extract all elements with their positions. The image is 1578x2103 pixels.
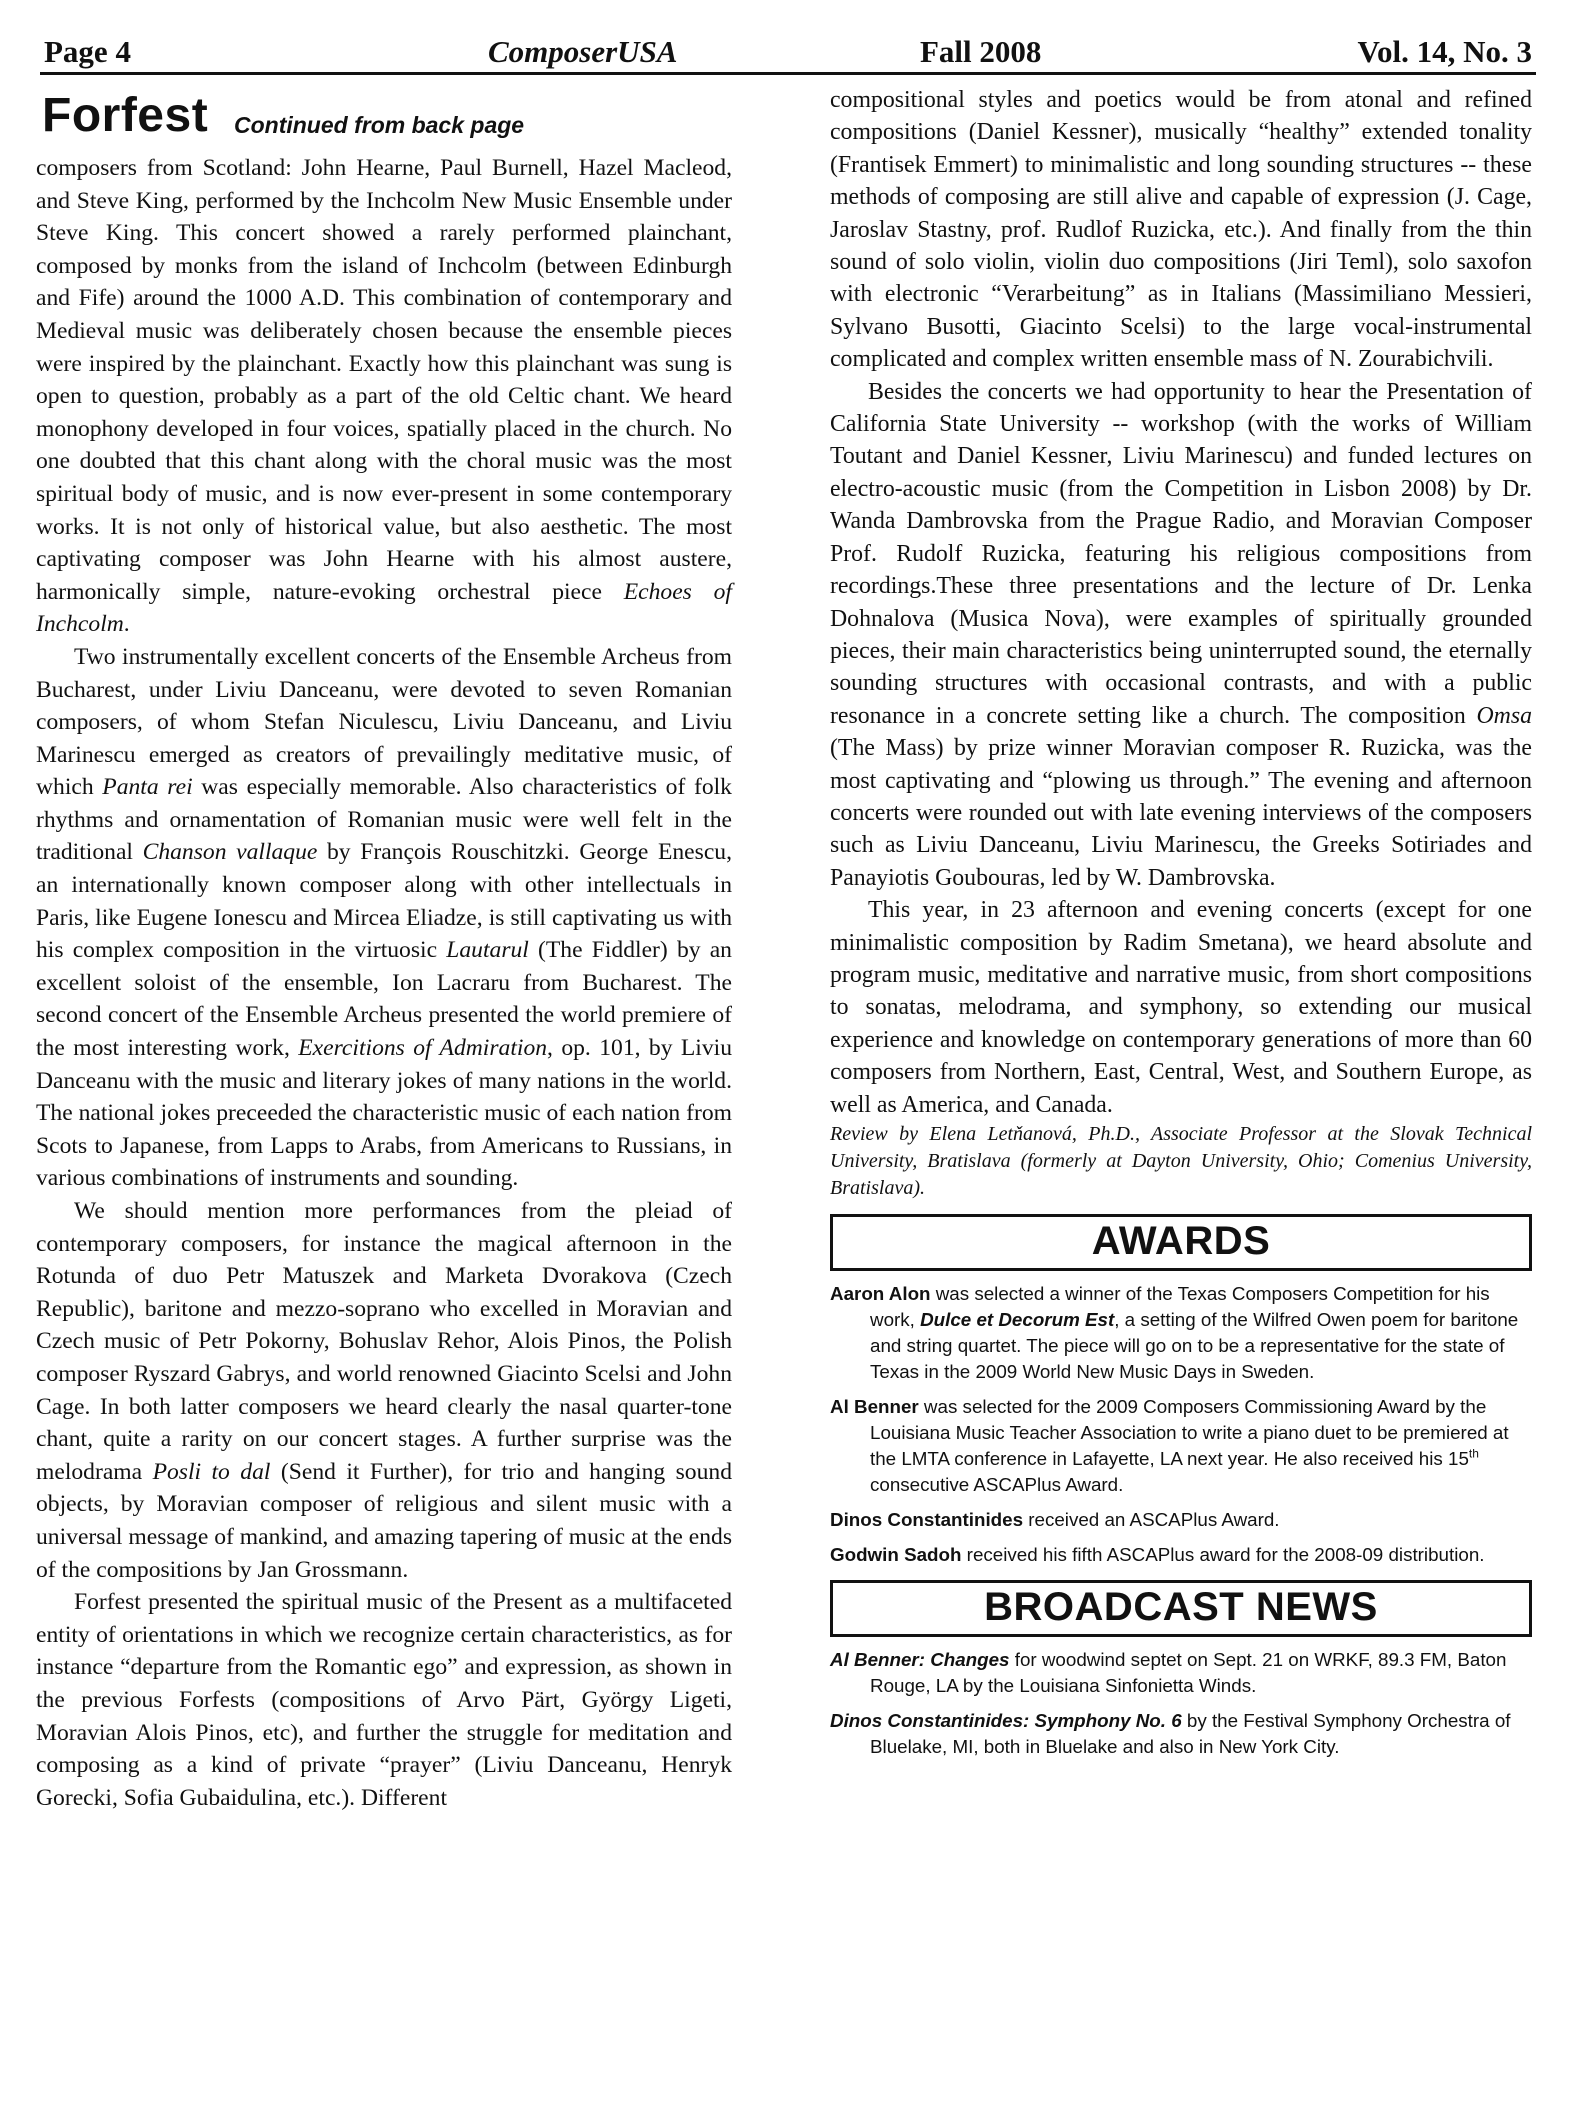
publication-name: ComposerUSA bbox=[488, 34, 678, 69]
paragraph: compositional styles and poetics would be from atonal and refined compositions (Daniel Kessner), musically “healthy” extended tonality (Frantisek Emmert) to minimalistic and long sounding structures -- these methods of composing are still alive and capable of expression (J. Cage, Jaroslav Stastny, prof. Rudlof Ruzicka, etc.). And finally from the thin sound of solo violin, violin duo compositions (Jiri Teml), solo saxofon with electronic “Verarbeitung” as in Italians (Massimiliano Messieri, Sylvano Busotti, Giacinto Scelsi) to the large vocal-instrumental complicated and complex written ensemble mass of N. Zourabichvili. bbox=[830, 87, 1532, 373]
paragraph: This year, in 23 afternoon and evening concerts (except for one minimalistic composition by Radim Smetana), we heard absolute and program music, meditative and narrative music, from short compositions to sonatas, melodrama, and symphony, so extending our musical experience and knowledge on contemporary generations of more than 60 composers from Northern, East, Central, West, and Southern Europe, as well as America, and Canada. bbox=[830, 897, 1532, 1118]
composer-name: Al Benner bbox=[830, 1396, 919, 1417]
composer-name: Dinos Constantinides: bbox=[830, 1710, 1035, 1731]
review-byline: Review by Elena Letňanová, Ph.D., Associate Professor at the Slovak Technical University, Bratislava (formerly at Dayton University, Ohio; Comenius University, Bratislava). bbox=[830, 1123, 1532, 1199]
work-title: Exercitions of Admiration bbox=[298, 1035, 548, 1062]
broadcast-entry: Dinos Constantinides: Symphony No. 6 by the Festival Symphony Orchestra of Bluelake, MI, both in Bluelake and also in New York City. bbox=[830, 1710, 1511, 1757]
continued-note: Continued from back page bbox=[234, 112, 525, 138]
work-title: Lautarul bbox=[446, 937, 529, 964]
article-title-row bbox=[36, 84, 732, 152]
paragraph: composers from Scotland: John Hearne, Paul Burnell, Hazel Macleod, and Steve King, performed by the Inchcolm New Music Ensemble under Steve King. This concert showed a rarely performed plainchant, composed by monks from the island of Inchcolm (between Edinburgh and Fife) around the 1000 A.D. This combination of contemporary and Medieval music was deliberately chosen because the ensemble pieces were inspired by the plainchant. Exactly how this plainchant was sung is open to question, probably as a part of the old Celtic chant. We heard monophony developed in four voices, spatially placed in the church. No one doubted that this chant along with the choral music was the most spiritual body of music, and is now ever-present in some contemporary works. It is not only of historical value, but also aesthetic. The most captivating composer was John Hearne with his almost austere, harmonically simple, nature-evoking orchestral piece Echoes of Inchcolm. bbox=[36, 155, 732, 638]
broadcast-entry: Al Benner: Changes for woodwind septet on Sept. 21 on WRKF, 89.3 FM, Baton Rouge, LA by the Louisiana Sinfonietta Winds. bbox=[830, 1649, 1507, 1696]
composer-name: Dinos Constantinides bbox=[830, 1509, 1024, 1530]
composer-name: Al Benner: bbox=[830, 1649, 931, 1670]
work-title: Dulce et Decorum Est bbox=[920, 1309, 1115, 1330]
award-entry: Al Benner was selected for the 2009 Composers Commissioning Award by the Louisiana Music Teacher Association to write a piano duet to be premiered at the LMTA conference in Lafayette, LA next year. He also received his 15th consecutive ASCAPlus Award. bbox=[830, 1396, 1509, 1495]
award-entry: Aaron Alon was selected a winner of the Texas Composers Competition for his work, Dulce et Decorum Est, a setting of the Wilfred Owen poem for baritone and string quartet. The piece will go on to be a representative for the state of Texas in the 2009 World New Music Days in Sweden. bbox=[830, 1283, 1519, 1382]
volume-number: Vol. 14, No. 3 bbox=[1357, 34, 1532, 69]
composer-name: Aaron Alon bbox=[830, 1283, 931, 1304]
page-number: Page 4 bbox=[44, 34, 131, 69]
article-body-right bbox=[830, 84, 1532, 1202]
work-title: Echoes of Inchcolm bbox=[36, 578, 732, 638]
work-title: Symphony No. 6 bbox=[1034, 1710, 1182, 1731]
awards-heading: AWARDS bbox=[830, 1214, 1532, 1271]
issue-date: Fall 2008 bbox=[920, 34, 1042, 69]
work-title: Chanson vallaque bbox=[142, 839, 318, 866]
award-entry: Godwin Sadoh received his fifth ASCAPlus award for the 2008-09 distribution. bbox=[830, 1544, 1485, 1565]
work-title: Omsa bbox=[1476, 702, 1532, 729]
award-entry: Dinos Constantinides received an ASCAPlus Award. bbox=[830, 1509, 1280, 1530]
work-title: Posli to dal bbox=[152, 1458, 271, 1485]
paragraph: We should mention more performances from the pleiad of contemporary composers, for instance the magical afternoon in the Rotunda of duo Petr Matuszek and Marketa Dvorakova (Czech Republic), baritone and mezzo-soprano who excelled in Moravian and Czech music of Petr Pokorny, Bohuslav Rehor, Alois Pinos, the Polish composer Ryszard Gabrys, and world renowned Giacinto Scelsi and John Cage. In both latter composers we heard clearly the nasal quarter-tone chant, quite a rarity on our concert stages. A further surprise was the melodrama Posli to dal (Send it Further), for trio and hanging sound objects, by Moravian composer of religious and silent music with a universal message of mankind, and amazing tapering of music at the ends of the compositions by Jan Grossmann. bbox=[36, 1198, 732, 1583]
broadcast-news-heading: BROADCAST NEWS bbox=[830, 1580, 1532, 1637]
article-title: Forfest bbox=[42, 89, 209, 142]
paragraph: Besides the concerts we had opportunity to hear the Presentation of California State University -- workshop (with the works of William Toutant and Daniel Kessner, Liviu Marinescu) and funded lectures on electro-acoustic music (from the Competition in Lisbon 2008) by Dr. Wanda Dambrovska from the Prague Radio, and Moravian Composer Prof. Rudolf Ruzicka, featuring his religious compositions from recordings.These three presentations and the lecture of Dr. Lenka Dohnalova (Musica Nova), were examples of spiritually grounded pieces, their main characteristics being uninterrupted sound, the eternally sounding structures with occasional contrasts, and with a public resonance in a concrete setting like a church. The composition Omsa (The Mass) by prize winner Moravian composer R. Ruzicka, was the most captivating and “plowing us through.” The evening and afternoon concerts were rounded out with late evening interviews of the composers such as Liviu Danceanu, Liviu Marinescu, the Greeks Sotiriades and Panayiotis Goubouras, led by W. Dambrovska. bbox=[830, 378, 1532, 891]
left-column bbox=[36, 84, 732, 1814]
broadcast-list bbox=[830, 1647, 1532, 1760]
awards-list bbox=[830, 1281, 1532, 1568]
paragraph: Two instrumentally excellent concerts of the Ensemble Archeus from Bucharest, under Liviu Danceanu, were devoted to seven Romanian composers, of whom Stefan Niculescu, Liviu Danceanu, and Liviu Marinescu emerged as creators of prevailingly meditative music, of which Panta rei was especially memorable. Also characteristics of folk rhythms and ornamentation of Romanian music were well felt in the traditional Chanson vallaque by François Rouschitzki. George Enescu, an internationally known composer along with other intellectuals in Paris, like Eugene Ionescu and Mircea Eliadze, is still captivating us with his complex composition in the virtuosic Lautarul (The Fiddler) by an excellent soloist of the ensemble, Ion Lacraru from Bucharest. The second concert of the Ensemble Archeus presented the world premiere of the most interesting work, Exercitions of Admiration, op. 101, by Liviu Danceanu with the music and literary jokes of many nations in the world. The national jokes preceeded the characteristic music of each nation from Scots to Japanese, from Lapps to Arabs, from Americans to Russians, in various combinations of instruments and sounding. bbox=[36, 643, 732, 1192]
page-header bbox=[40, 28, 1536, 75]
article-body-left bbox=[36, 152, 732, 1814]
paragraph: Forfest presented the spiritual music of the Present as a multifaceted entity of orientations in which we recognize certain characteristics, as for instance “departure from the Romantic ego” and expression, as shown in the previous Forfests (compositions of Arvo Pärt, György Ligeti, Moravian Alois Pinos, etc), and further the struggle for meditation and composing as a kind of private “prayer” (Liviu Danceanu, Henryk Gorecki, Sofia Gubaidulina, etc.). Different bbox=[36, 1589, 732, 1811]
work-title: Changes bbox=[930, 1649, 1010, 1670]
composer-name: Godwin Sadoh bbox=[830, 1544, 962, 1565]
work-title: Panta rei bbox=[102, 774, 193, 801]
right-column bbox=[830, 84, 1532, 1769]
